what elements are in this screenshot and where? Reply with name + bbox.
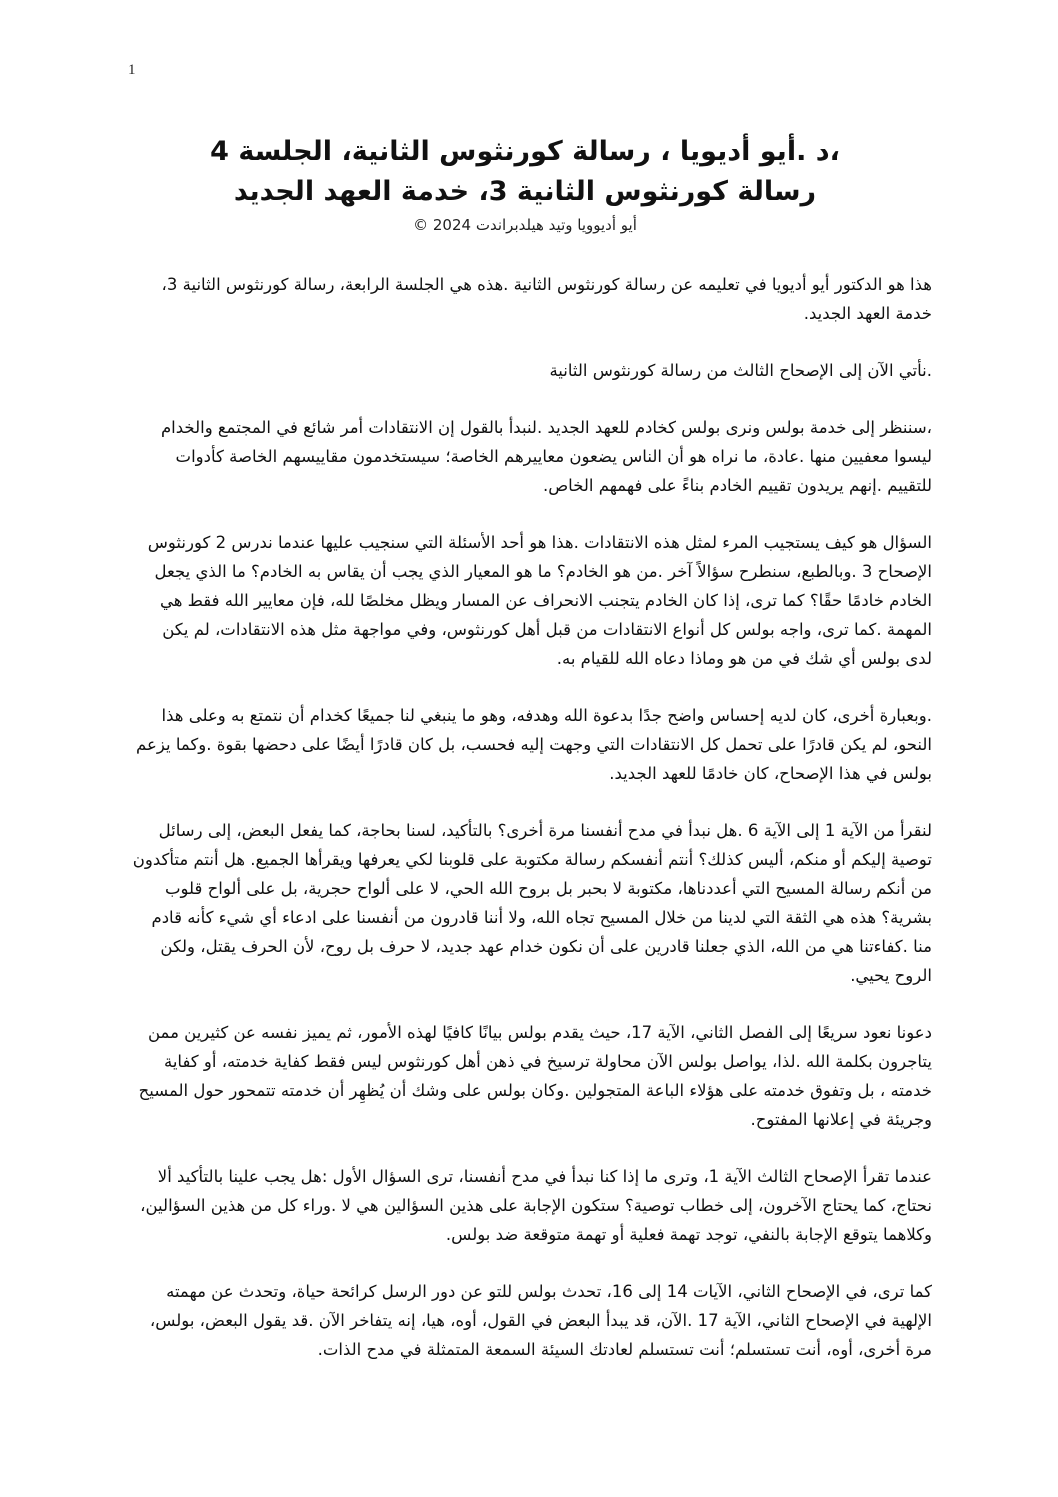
paragraph: .وبعبارة أخرى، كان لديه إحساس واضح جدًا بدعوة الله وهدفه، وهو ما ينبغي لنا جميعًا كخدام أن نتمتع به وعلى هذا النحو، لم يكن قادرًا على تحمل كل الانتقادات التي وجهت إليه فحسب، بل كان قادرًا أيضًا على دحضها بقوة .وكما يزعم بولس في هذا الإصحاح، كان خادمًا للعهد الجديد. bbox=[136, 706, 932, 783]
title-line-2: رسالة كورنثوس الثانية 3، خدمة العهد الجديد bbox=[233, 176, 817, 207]
paragraph: دعونا نعود سريعًا إلى الفصل الثاني، الآية 17، حيث يقدم بولس بيانًا كافيًا لهذه الأمور، ثم يميز نفسه عن كثيرين ممن يتاجرون بكلمة الله .لذا، يواصل بولس الآن محاولة ترسيخ في ذهن أهل كورنثوس ليس فقط كفاية خدمته، أو كفاية خدمته ، بل وتفوق خدمته على هؤلاء الباعة المتجولين .وكان بولس على وشك أن يُظهِر أن خدمته تتمحور حول المسيح وجريئة في إعلانها المفتوح. bbox=[138, 1023, 932, 1129]
paragraph: كما ترى، في الإصحاح الثاني، الآيات 14 إلى 16، تحدث بولس للتو عن دور الرسل كرائحة حياة، وتحدث عن مهمته الإلهية في الإصحاح الثاني، الآية 17 .الآن، قد يبدأ البعض في القول، أوه، هيا، إنه يتفاخر الآن .قد يقول البعض، بولس، مرة أخرى، أوه، أنت تستسلم؛ أنت تستسلم لعادتك السيئة السمعة المتمثلة في مدح الذات. bbox=[149, 1282, 932, 1359]
document-header bbox=[100, 132, 950, 236]
paragraph-scripture-reading: لنقرأ من الآية 1 إلى الآية 6 .هل نبدأ في مدح أنفسنا مرة أخرى؟ بالتأكيد، لسنا بحاجة، كما يفعل البعض، إلى رسائل توصية إليكم أو منكم، أليس كذلك؟ أنتم أنفسكم رسالة مكتوبة على قلوبنا لكي يعرفها ويقرأها الجميع. هل أنتم متأكدون من أنكم رسالة المسيح التي أعددناها، مكتوبة لا بحبر بل بروح الله الحي، لا على ألواح حجرية، بل على ألواح قلوب بشرية؟ هذه هي الثقة التي لدينا من خلال المسيح تجاه الله، ولا أننا قادرون من أنفسنا على ادعاء أي شيء كأنه قادم منا .كفاءتنا هي من الله، الذي جعلنا قادرين على أن نكون خدام عهد جديد، لا حرف بل روح، لأن الحرف يقتل، ولكن الروح يحيي. bbox=[132, 821, 932, 985]
copyright-notice: أيو أديوويا وتيد هيلدبراندت 2024 © bbox=[413, 216, 637, 234]
paragraph: السؤال هو كيف يستجيب المرء لمثل هذه الانتقادات .هذا هو أحد الأسئلة التي سنجيب عليها عندما ندرس 2 كورنثوس الإصحاح 3 .وبالطبع، سنطرح سؤالاً آخر .من هو الخادم؟ ما هو المعيار الذي يجب أن يقاس به الخادم؟ ما الذي يجعل الخادم خادمًا حقًا؟ كما ترى، إذا كان الخادم يتجنب الانحراف عن المسار ويظل مخلصًا لله، فإن معايير الله فقط هي المهمة .كما ترى، واجه بولس كل أنواع الانتقادات من قبل أهل كورنثوس، وفي مواجهة مثل هذه الانتقادات، لم يكن لدى بولس أي شك في من هو وماذا دعاه الله للقيام به. bbox=[147, 533, 932, 668]
paragraph: ،سننظر إلى خدمة بولس ونرى بولس كخادم للعهد الجديد .لنبدأ بالقول إن الانتقادات أمر شائع في المجتمع والخدام ليسوا معفيين منها .عادة، ما نراه هو أن الناس يضعون معاييرهم الخاصة؛ سيستخدمون مقاييسهم الخاصة كأدوات للتقييم .إنهم يريدون تقييم الخادم بناءً على فهمهم الخاص. bbox=[160, 418, 932, 495]
document-body bbox=[132, 270, 932, 1392]
paragraph: عندما تقرأ الإصحاح الثالث الآية 1، وترى ما إذا كنا نبدأ في مدح أنفسنا، ترى السؤال الأول :هل يجب علينا بالتأكيد ألا نحتاج، كما يحتاج الآخرون، إلى خطاب توصية؟ ستكون الإجابة على هذين السؤالين هي لا .وراء كل من هذين السؤالين، وكلاهما يتوقع الإجابة بالنفي، توجد تهمة فعلية أو تهمة متوقعة ضد بولس. bbox=[140, 1167, 932, 1244]
page-number: 1 bbox=[128, 62, 136, 78]
paragraph-chapter-intro: .نأتي الآن إلى الإصحاح الثالث من رسالة كورنثوس الثانية bbox=[549, 361, 932, 380]
paragraph-intro: هذا هو الدكتور أيو أديويا في تعليمه عن رسالة كورنثوس الثانية .هذه هي الجلسة الرابعة، رسالة كورنثوس الثانية 3، خدمة العهد الجديد. bbox=[161, 275, 932, 323]
title-line-1: ،د .أيو أديويا ، رسالة كورنثوس الثانية، الجلسة 4 bbox=[210, 136, 840, 167]
